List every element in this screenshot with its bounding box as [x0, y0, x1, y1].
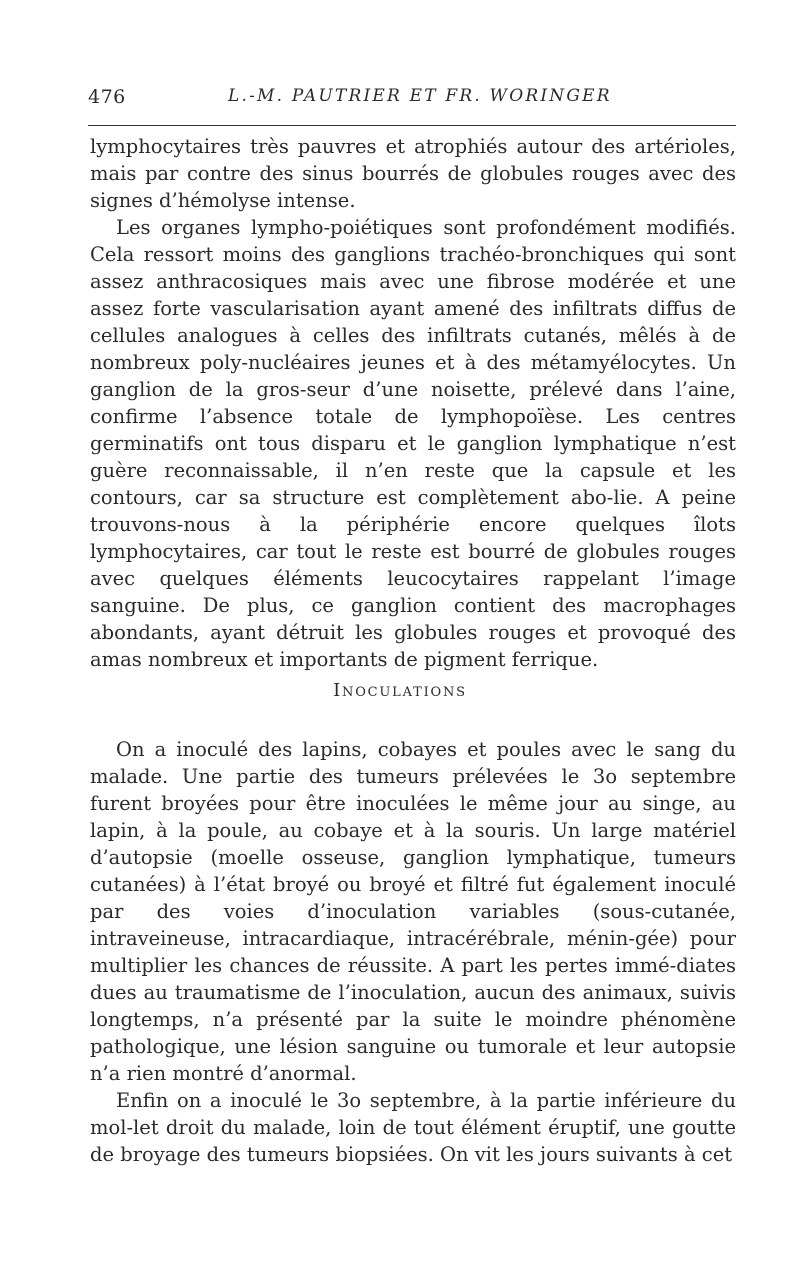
body-text-section [90, 736, 736, 1168]
running-head [88, 86, 736, 118]
paragraph: On a inoculé des lapins, cobayes et poules avec le sang du malade. Une partie des tumeurs prélevées le 3o septembre furent broyées pour être inoculées le même jour au singe, au lapin, à la poule, au cobaye et à la souris. Un large matériel d’autopsie (moelle osseuse, ganglion lymphatique, tumeurs cutanées) à l’état broyé ou broyé et filtré fut également inoculé par des voies d’inoculation variables (sous-cutanée, intraveineuse, intracardiaque, intracérébrale, ménin-gée) pour multiplier les chances de réussite. A part les pertes immé-diates dues au traumatisme de l’inoculation, aucun des animaux, suivis longtemps, n’a présenté par la suite le moindre phénomène pathologique, une lésion sanguine ou tumorale et leur autopsie n’a rien montré d’anormal. [90, 738, 736, 1085]
section-heading: Inoculations [333, 680, 467, 701]
paragraph: lymphocytaires très pauvres et atrophiés autour des artérioles, mais par contre des sinus bourrés de globules rouges avec des signes d’hémolyse intense. [90, 135, 736, 212]
paragraph: Enfin on a inoculé le 3o septembre, à la partie inférieure du mol-let droit du malade, loin de tout élément éruptif, une goutte de broyage des tumeurs biopsiées. On vit les jours suivants à cet [90, 1089, 736, 1166]
paragraph: Les organes lympho-poiétiques sont profondément modifiés. Cela ressort moins des ganglions trachéo-bronchiques qui sont assez anthracosiques mais avec une fibrose modérée et une assez forte vascularisation ayant amené des infiltrats diffus de cellules analogues à celles des infiltrats cutanés, mêlés à de nombreux poly-nucléaires jeunes et à des métamyélocytes. Un ganglion de la gros-seur d’une noisette, prélevé dans l’aine, confirme l’absence totale de lymphopoïèse. Les centres germinatifs ont tous disparu et le ganglion lymphatique n’est guère reconnaissable, il n’en reste que la capsule et les contours, car sa structure est complètement abo-lie. A peine trouvons-nous à la périphérie encore quelques îlots lymphocytaires, car tout le reste est bourré de globules rouges avec quelques éléments leucocytaires rappelant l’image sanguine. De plus, ce ganglion contient des macrophages abondants, ayant détruit les globules rouges et provoqué des amas nombreux et importants de pigment ferrique. [90, 216, 736, 671]
body-text-top [90, 133, 736, 673]
header-rule [88, 125, 736, 126]
page-number: 476 [88, 86, 126, 108]
running-title: L.-M. PAUTRIER ET FR. WORINGER [228, 86, 612, 106]
